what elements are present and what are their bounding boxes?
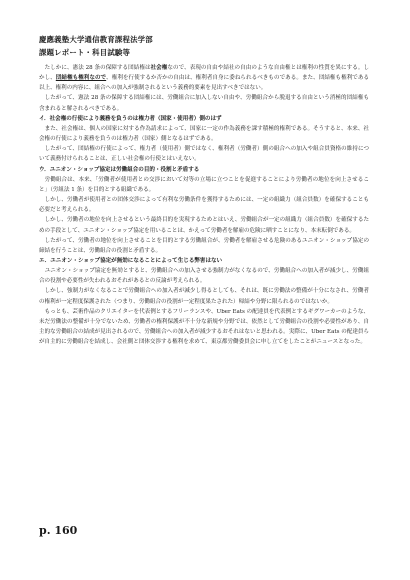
section-heading-u: ウ．ユニオン・ショップ協定は労働組合の目的・役割と矛盾する [39,166,200,173]
paragraph-3: また、社会権は、個人の国家に対する作為請求によって、国家に一定の作為義務を課す積極的権利である。そうすると、本来、社会権の行使により義務を負うのは権力者（国家）側となるはずである。 [39,125,369,143]
paragraph-10: しかし、強制力がなくなることで労働組合への加入者が減少し得るとしても、それは、既に労働法の整備が十分になされ、労働者の権利が一定程度保護された（つまり、労働組合の役割が一定程度果たされた）帰結や分野に限られるのではないか。 [39,288,369,305]
page-number: p. 160 [39,524,78,537]
paragraph-11: もっとも、芸術作品のクリエイターを代表例とするフリーランスや、Uber Eats の配達員を代表例とするギグワーカーのような、未だ労働法の整備が十分でないため、労働者の権利保護が不十分な新規や分野では、依然として労働組合の役割や必要性があり、自主的な労働組合の結成が見出されるので、労働組合への加入者が減少するおそれはないと思われる。実際に、Uber Eats の配達員らが自主的に労働組合を結成し、会社側と団体交渉する権利を求めて、東京都労働委員会に申し立てをしたことがニュースとなった。 [39,308,369,346]
paragraph-8: したがって、労働者の地位を向上させることを目的とする労働組合が、労働者を解雇させる危険のあるユニオン・ショップ協定の締結を行うことは、労働組合の役割と矛盾する。 [39,237,369,254]
report-body [39,63,369,347]
p1-emphasis-social-right: 社会権 [150,65,168,71]
header-line-2: 課題レポート・科目試験等 [39,48,131,57]
paragraph-6: しかし、労働者が使用者との団体交渉によって有利な労働条件を獲得するためには、一定の組織力（組合員数）を確保することも必要だと考えられる。 [39,197,369,214]
paragraph-2: したがって、憲法 28 条の保障する団結権には、労働組合に加入しない自由や、労働組合から脱退する自由という消極的団結権も含まれると解されるべきである。 [39,95,369,112]
p1-text-c: なので、表現の自由や結社の自由のような自由権とは権利の性質を異にする。しかし、 [39,65,370,82]
header-line-1: 慶應義塾大学通信教育課程法学部 [39,35,153,44]
document-header [39,33,153,59]
p1-text-e: 、権利を行使するか否かの自由は、権利者自身に委ねられるべきものである。また、団結権も権利である以上、権利の内容に、組合への加入が強制されるという義務的要素を見出すべきではない。 [39,75,370,92]
section-heading-i: イ．社会権の行使により義務を負うのは権力者（国家・使用者）側のはず [39,115,222,122]
paragraph-9: ユニオン・ショップ協定を無効とすると、労働組合への加入させる強制力がなくなるので、労働組合への加入者が減少し、労働組合の役割や必要性が失われるおそれがあるとの反論が考えられる。 [39,268,369,285]
p1-text-a: たしかに、憲法 28 条の保障する団結権は [44,65,151,71]
paragraph-1 [39,63,369,93]
section-heading-e: エ．ユニオン・ショップ協定が無効になることによって生じる弊害はない [39,257,223,264]
paragraph-7: しかし、労働者の地位を向上させるという最終目的を実現するためとはいえ、労働組合が一定の組織力（組合員数）を確保するための手段として、ユニオン・ショップ協定を用いることは、かえって労働者を解雇の危険に晒すことになり、本末転倒である。 [39,217,369,234]
paragraph-4: したがって、団結権の行使によって、権力者（使用者）側ではなく、権利者（労働者）側の組合への加入や組合員資格の維持について義務付けられることは、正しい社会権の行使とはいえない。 [39,146,369,163]
p1-emphasis-underlined: 団結権も権利なので [55,75,107,82]
paragraph-5: 労働組合は、本来、「労働者が使用者との交渉において対等の立場に立つことを促進することにより労働者の地位を向上させること」（労組法 1 条）を目的とする組織である。 [39,176,369,193]
